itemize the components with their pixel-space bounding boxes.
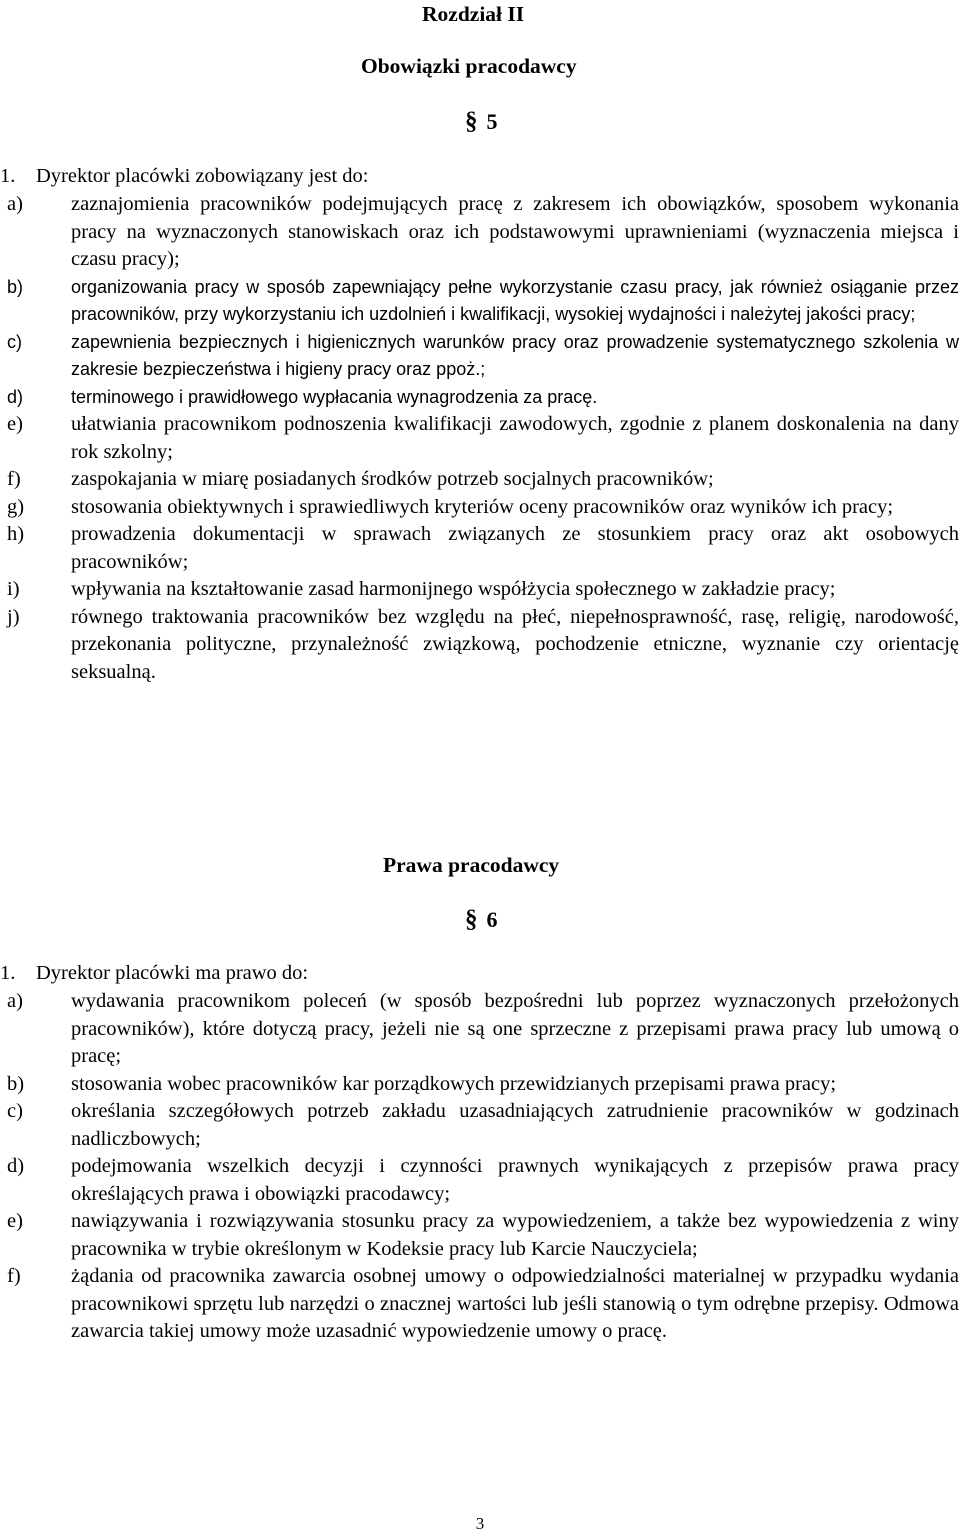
list-item-label: b) bbox=[7, 276, 24, 297]
rights-title: Prawa pracodawcy bbox=[383, 853, 560, 877]
list-item bbox=[7, 1263, 959, 1346]
list-item-label: h) bbox=[7, 523, 25, 545]
section-5-intro-number: 1. bbox=[0, 165, 16, 187]
section-sign-icon: § bbox=[465, 108, 478, 135]
list-item-text: zaznajomienia pracowników podejmujących pracę z zakresem ich obowiązków, sposobem wykonania pracy na wyznaczonych stanowiskach oraz ich podstawowymi uprawnieniami (wyznaczenia miejsca i czasu pracy); bbox=[71, 193, 959, 270]
page-number: 3 bbox=[475, 1514, 485, 1533]
section-5-number: 5 bbox=[486, 109, 498, 134]
list-item bbox=[7, 988, 959, 1071]
list-item bbox=[7, 191, 959, 274]
list-item bbox=[7, 384, 959, 412]
list-item-text: wpływania na kształtowanie zasad harmonijnego współżycia społecznego w zakładzie pracy; bbox=[71, 578, 836, 600]
list-item-label: c) bbox=[7, 331, 22, 352]
list-item bbox=[7, 1153, 959, 1208]
list-item bbox=[7, 494, 959, 522]
list-item-label: e) bbox=[7, 413, 23, 435]
list-item-label: f) bbox=[7, 468, 21, 490]
list-item-text: określania szczegółowych potrzeb zakładu uzasadniających zatrudnienie pracowników w godzinach nadliczbowych; bbox=[71, 1100, 959, 1150]
section-5-intro-text: Dyrektor placówki zobowiązany jest do: bbox=[36, 165, 369, 187]
list-item bbox=[7, 1071, 959, 1099]
section-6-list bbox=[7, 988, 959, 1346]
list-item-label: e) bbox=[7, 1210, 23, 1232]
section-6-intro bbox=[0, 960, 308, 988]
list-item-text: nawiązywania i rozwiązywania stosunku pracy za wypowiedzeniem, a także bez wypowiedzenia z winy pracownika w trybie określonym w Kodeksie pracy lub Karcie Nauczyciela; bbox=[71, 1210, 959, 1260]
section-sign-icon: § bbox=[465, 906, 478, 933]
section-6-intro-number: 1. bbox=[0, 962, 16, 984]
list-item-text: podejmowania wszelkich decyzji i czynności prawnych wynikających z przepisów prawa pracy określających prawa i obowiązki pracodawcy; bbox=[71, 1155, 959, 1205]
list-item-label: a) bbox=[7, 990, 23, 1012]
list-item-label: c) bbox=[7, 1100, 23, 1122]
list-item-text: żądania od pracownika zawarcia osobnej umowy o odpowiedzialności materialnej w przypadku wydania pracownikowi sprzętu lub narzędzi o znacznej wartości lub jeśli stanowią o tym odrębne przepisy. Odmowa zawarcia takiej umowy może uzasadnić wypowiedzenie umowy o pracę. bbox=[71, 1265, 959, 1342]
section-6-intro-text: Dyrektor placówki ma prawo do: bbox=[36, 962, 309, 984]
list-item bbox=[7, 576, 959, 604]
list-item bbox=[7, 329, 959, 384]
list-item-text: stosowania obiektywnych i sprawiedliwych kryteriów oceny pracowników oraz wyników ich pracy; bbox=[71, 495, 894, 518]
section-6-number: 6 bbox=[486, 907, 498, 932]
chapter-title: Rozdział II bbox=[422, 2, 525, 26]
list-item-text: zaspokajania w miarę posiadanych środków potrzeb socjalnych pracowników; bbox=[71, 468, 714, 490]
section-6-heading bbox=[465, 906, 498, 934]
list-item-label: g) bbox=[7, 495, 25, 518]
list-item-text: równego traktowania pracowników bez względu na płeć, niepełnosprawność, rasę, religię, narodowość, przekonania polityczne, przynależność związkową, pochodzenie etniczne, wyznanie czy orientację seksualną. bbox=[71, 605, 959, 683]
list-item-text: prowadzenia dokumentacji w sprawach związanych ze stosunkiem pracy oraz akt osobowych pracowników; bbox=[71, 523, 959, 573]
section-5-heading bbox=[465, 108, 498, 136]
section-5-list bbox=[7, 191, 959, 686]
list-item bbox=[7, 1208, 959, 1263]
chapter-subtitle: Obowiązki pracodawcy bbox=[361, 54, 577, 78]
list-item-label: d) bbox=[7, 386, 24, 407]
list-item-text: ułatwiania pracownikom podnoszenia kwalifikacji zawodowych, zgodnie z planem doskonalenia na dany rok szkolny; bbox=[71, 413, 959, 463]
list-item-text: zapewnienia bezpiecznych i higienicznych warunków pracy oraz prowadzenie systematycznego szkolenia w zakresie bezpieczeństwa i higieny pracy oraz ppoż.; bbox=[71, 331, 959, 379]
list-item-text: terminowego i prawidłowego wypłacania wynagrodzenia za pracę. bbox=[71, 386, 598, 407]
section-5-intro bbox=[0, 163, 368, 191]
list-item-text: wydawania pracownikom poleceń (w sposób bezpośredni lub poprzez wyznaczonych przełożonych pracowników), które dotyczą pracy, jeżeli nie są one sprzeczne z przepisami prawa pracy lub umową o pracę; bbox=[71, 990, 959, 1067]
list-item-label: j) bbox=[7, 605, 20, 628]
list-item bbox=[7, 274, 959, 329]
list-item bbox=[7, 521, 959, 576]
list-item-text: organizowania pracy w sposób zapewniający pełne wykorzystanie czasu pracy, jak również osiąganie przez pracowników, przy wykorzystaniu ich uzdolnień i kwalifikacji, wysokiej wydajności i należytej jakości pracy; bbox=[71, 276, 959, 324]
list-item-label: i) bbox=[7, 578, 20, 600]
list-item bbox=[7, 466, 959, 494]
list-item bbox=[7, 604, 959, 687]
list-item-label: f) bbox=[7, 1265, 21, 1287]
list-item-label: b) bbox=[7, 1072, 25, 1095]
list-item bbox=[7, 411, 959, 466]
list-item-label: a) bbox=[7, 193, 23, 215]
list-item-text: stosowania wobec pracowników kar porządkowych przewidzianych przepisami prawa pracy; bbox=[71, 1072, 837, 1095]
list-item-label: d) bbox=[7, 1155, 25, 1177]
list-item bbox=[7, 1098, 959, 1153]
